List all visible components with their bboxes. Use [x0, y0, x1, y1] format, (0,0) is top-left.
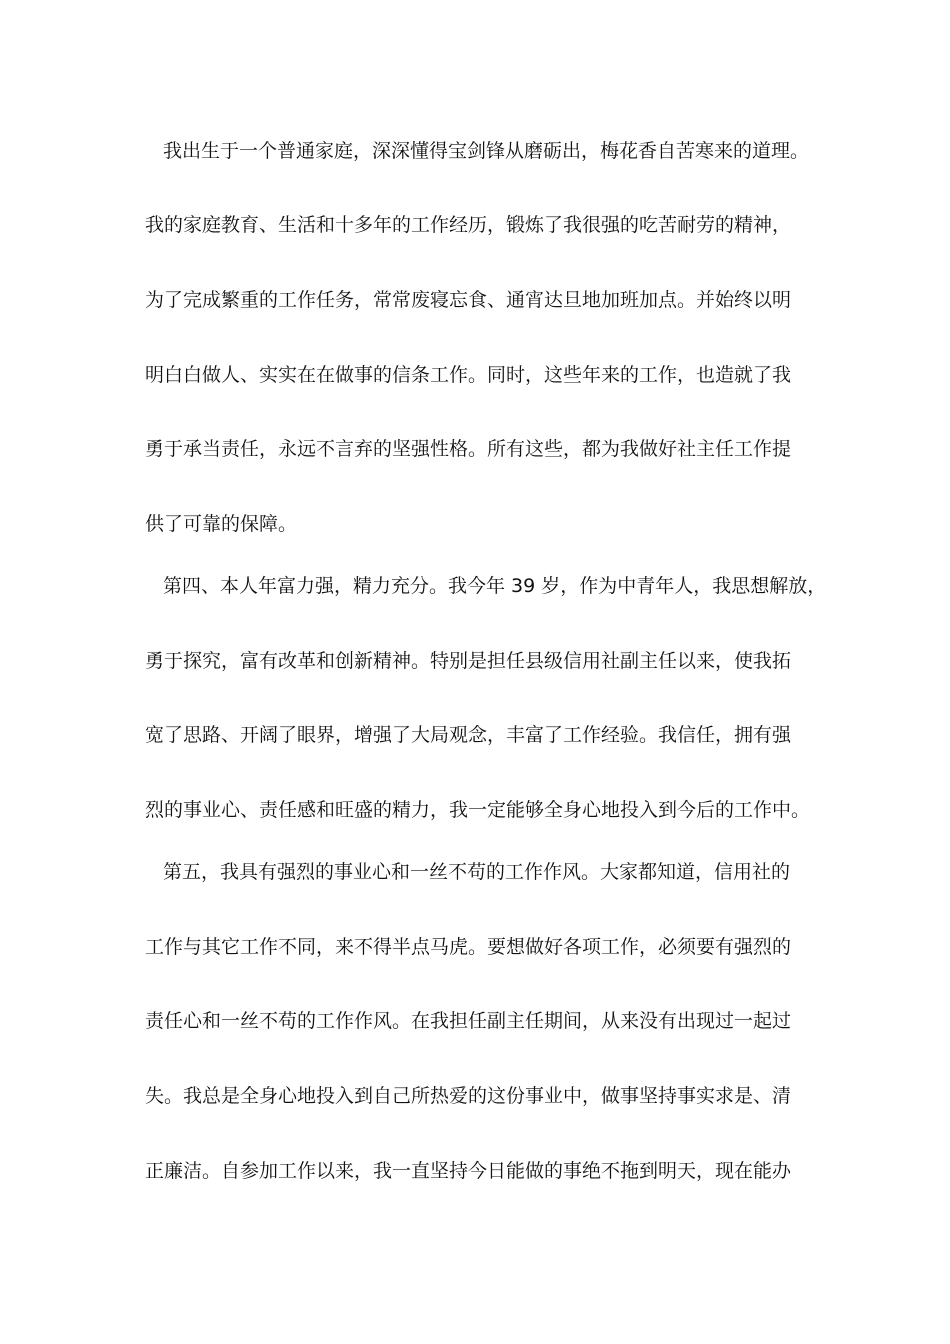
text-line: 勇于承当责任，永远不言弃的坚强性格。所有这些，都为我做好社主任工作提	[145, 438, 792, 460]
text-line: 为了完成繁重的工作任务，常常废寝忘食、通宵达旦地加班加点。并始终以明	[145, 289, 792, 311]
text-line: 工作与其它工作不同，来不得半点马虎。要想做好各项工作，必须要有强烈的	[145, 936, 792, 958]
text-line: 我的家庭教育、生活和十多年的工作经历，锻炼了我很强的吃苦耐劳的精神，	[145, 214, 792, 236]
text-line: 第五，我具有强烈的事业心和一丝不苟的工作作风。大家都知道，信用社的	[163, 861, 791, 883]
text-line: 第四、本人年富力强，精力充分。我今年 39 岁，作为中青年人，我思想解放，	[163, 575, 827, 597]
text-line: 宽了思路、开阔了眼界，增强了大局观念，丰富了工作经验。我信任，拥有强	[145, 724, 792, 746]
text-line: 责任心和一丝不苟的工作作风。在我担任副主任期间，从来没有出现过一起过	[145, 1010, 792, 1032]
text-line: 勇于探究，富有改革和创新精神。特别是担任县级信用社副主任以来，使我拓	[145, 650, 792, 672]
text-line: 失。我总是全身心地投入到自己所热爱的这份事业中，做事坚持事实求是、清	[145, 1085, 792, 1107]
text-line: 正廉洁。自参加工作以来，我一直坚持今日能做的事绝不拖到明天，现在能办	[145, 1160, 792, 1182]
text-line: 烈的事业心、责任感和旺盛的精力，我一定能够全身心地投入到今后的工作中。	[145, 799, 811, 821]
text-line: 明白白做人、实实在在做事的信条工作。同时，这些年来的工作，也造就了我	[145, 364, 792, 386]
text-line: 供了可靠的保障。	[145, 513, 298, 535]
text-line: 我出生于一个普通家庭，深深懂得宝剑锋从磨砺出，梅花香自苦寒来的道理。	[163, 140, 810, 162]
